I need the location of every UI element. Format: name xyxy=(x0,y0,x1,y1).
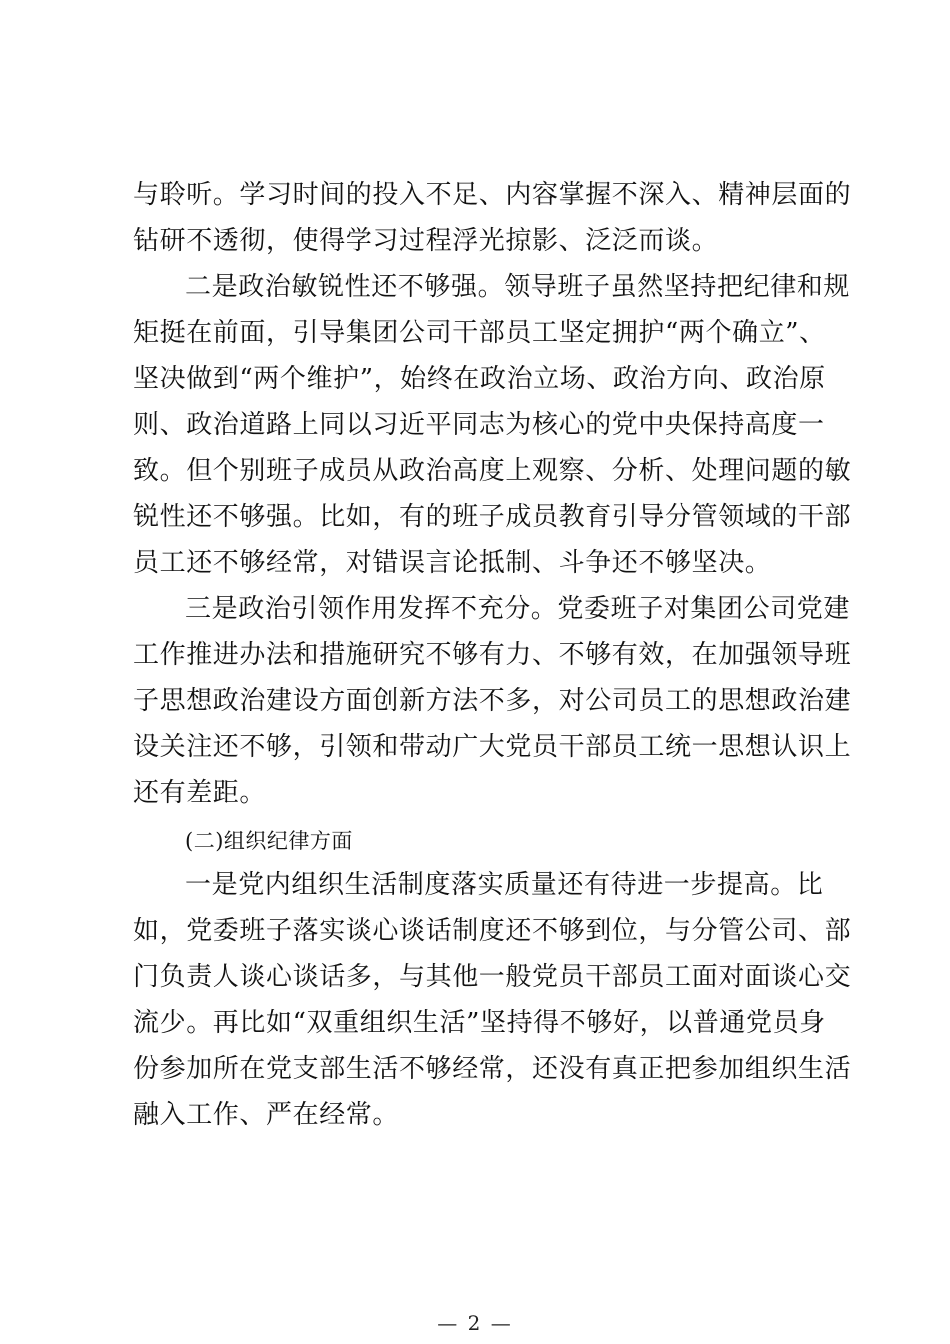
text-line: 坚决做到“两个维护”，始终在政治立场、政治方向、政治原 xyxy=(133,364,826,394)
text-line: 份参加所在党支部生活不够经常，还没有真正把参加组织生活 xyxy=(133,1054,852,1084)
text-line: 设关注还不够，引领和带动广大党员干部员工统一思想认识上 xyxy=(133,732,852,762)
text-line: 门负责人谈心谈话多，与其他一般党员干部员工面对面谈心交 xyxy=(133,962,852,992)
text-line: 流少。再比如“双重组织生活”坚持得不够好，以普通党员身 xyxy=(133,1008,826,1038)
text-line: 还有差距。 xyxy=(133,778,267,808)
text-line: 工作推进办法和措施研究不够有力、不够有效，在加强领导班 xyxy=(133,640,852,670)
text-line: 如，党委班子落实谈心谈话制度还不够到位，与分管公司、部 xyxy=(133,916,852,946)
text-line: 与聆听。学习时间的投入不足、内容掌握不深入、精神层面的 xyxy=(133,180,852,210)
text-line: 子思想政治建设方面创新方法不多，对公司员工的思想政治建 xyxy=(133,686,852,716)
text-line: 则、政治道路上同以习近平同志为核心的党中央保持高度一 xyxy=(133,410,825,440)
text-line: 二是政治敏锐性还不够强。领导班子虽然坚持把纪律和规 xyxy=(185,272,851,302)
text-line: 致。但个别班子成员从政治高度上观察、分析、处理问题的敏 xyxy=(133,456,852,486)
section-heading: (二)组织纪律方面 xyxy=(185,829,353,853)
text-line: 融入工作、严在经常。 xyxy=(133,1100,400,1130)
text-line: 员工还不够经常，对错误言论抵制、斗争还不够坚决。 xyxy=(133,548,772,578)
text-line: 三是政治引领作用发挥不充分。党委班子对集团公司党建 xyxy=(185,594,851,624)
page-number: — 2 — xyxy=(437,1311,513,1335)
text-line: 矩挺在前面，引导集团公司干部员工坚定拥护“两个确立”、 xyxy=(133,318,826,348)
text-line: 一是党内组织生活制度落实质量还有待进一步提高。比 xyxy=(185,870,824,900)
text-line: 锐性还不够强。比如，有的班子成员教育引导分管领域的干部 xyxy=(133,502,852,532)
text-line: 钻研不透彻，使得学习过程浮光掠影、泛泛而谈。 xyxy=(133,226,719,256)
